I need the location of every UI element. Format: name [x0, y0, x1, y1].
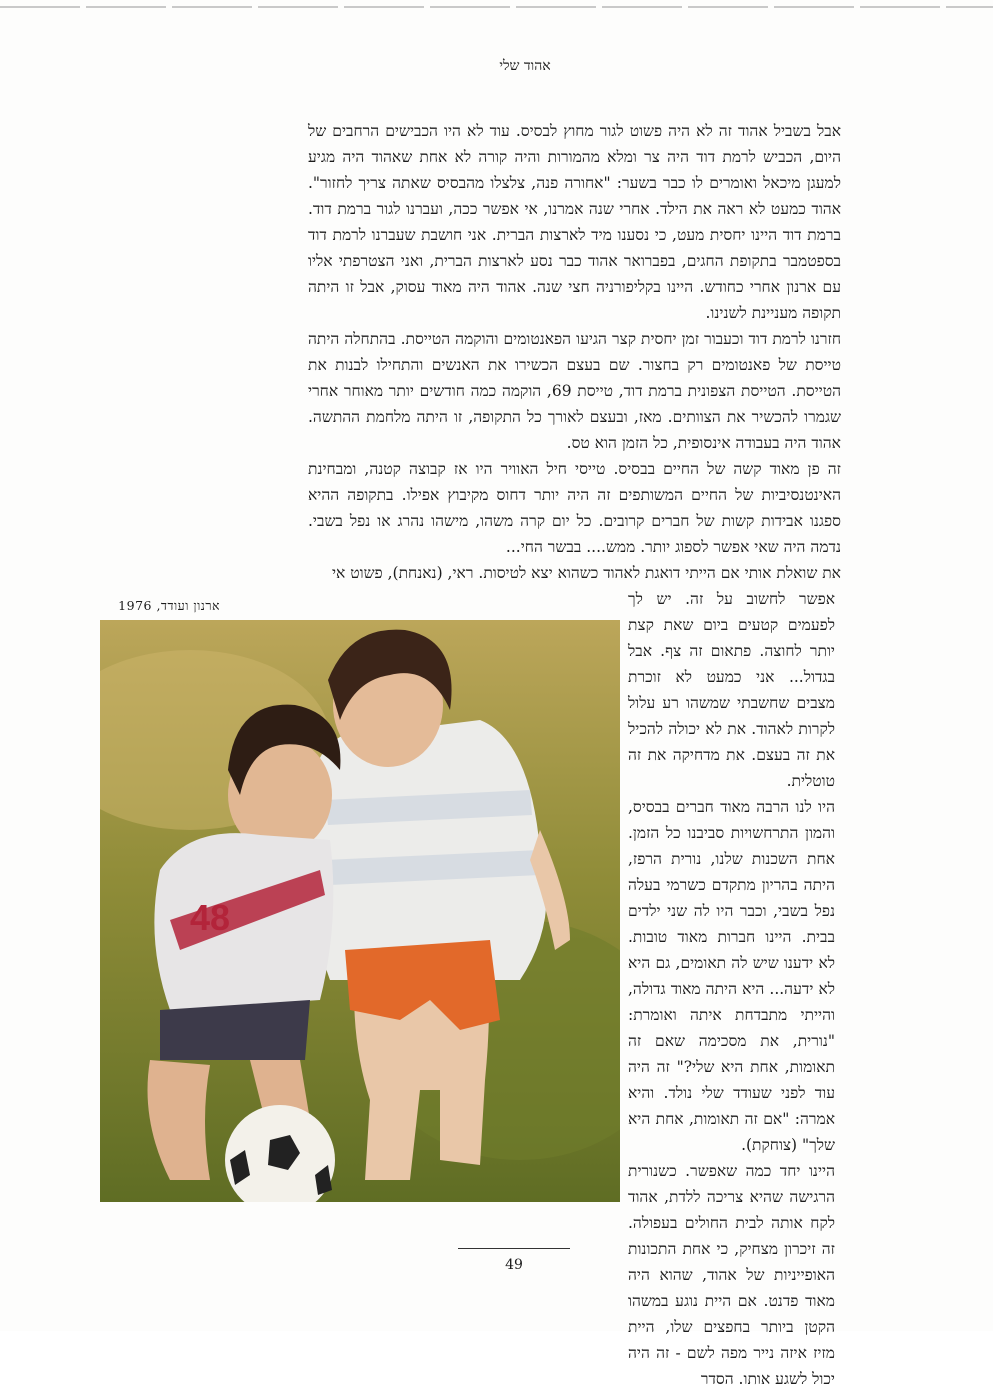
paragraph: היו לנו הרבה מאוד חברים בבסיס, והמון התרחשויות סביבנו כל הזמן. אחת השכנות שלנו, נורית הרפז, היתה בהריון מתקדם כשרמי בעלה נפל בשבי, וכבר היו לה שני ילדים בבית. היינו חברות מאוד טובות. לא ידענו שיש לה תאומים, גם היא לא ידעה... היא היתה מאוד גדולה, והייתי מתבדחת איתה ואומרת: "נורית, את מסכימה שאם זה תאומות, אחת היא שלי?" זה היה עוד לפני שעודד שלי נולד. והיא אמרה: "אם זה תאומות, אחת היא שלך" (צוחקת).: [628, 798, 835, 1154]
page-number: 49: [505, 1257, 523, 1273]
body-text-narrow-column: [628, 586, 835, 1392]
paragraph: את שואלת אותי אם הייתי דואגת לאהוד כשהוא יצא לטיסות. ראי, (נאנחת), פשוט אי: [331, 564, 841, 582]
paragraph: אבל בשביל אהוד זה לא היה פשוט לגור מחוץ לבסיס. עוד לא היו הכבישים הרחבים של היום, הכביש לרמת דוד היה צר ומלא מהמורות והיה קורה לא אחת שאהוד היה מגיע למעגן מיכאל ואומרים לו כבר בשער: "אחורה פנה, צלצלו מהבסיס שאתה צריך לחזור". אהוד כמעט לא ראה את הילד. אחרי שנה אמרנו, אי אפשר ככה, ועברנו לגור ברמת דוד. ברמת דוד היינו יחסית מעט, כי נסענו מיד לארצות הברית. אני חושבת שעברנו לרמת דוד בספטמבר בתקופת החגים, בפברואר אהוד כבר נסע לארצות הברית, ואני הצטרפתי אליו עם ארנון אחרי כחודש. היינו בקליפורניה חצי שנה. אהוד היה מאוד עסוק, אבל זו היתה תקופה מעניינת לשנינו.: [308, 122, 841, 322]
photo-two-boys-with-ball: [100, 620, 620, 1202]
paragraph: זה פן מאוד קשה של החיים בבסיס. טייסי חיל האוויר היו אז קבוצה קטנה, ומבחינת האינטנסיביות של החיים המשותפים זה היה יותר דחוס מקיבוץ אפילו. בתקופה ההיא ספגנו אבידות קשות של חברים קרובים. כל יום קרה משהו, מישהו נהרג או נפל בשבי. נדמה היה שאי אפשר לספוג יותר. ממש.... בבשר החי...: [308, 460, 841, 556]
paragraph: היינו יחד כמה שאפשר. כשנורית הרגישה שהיא צריכה ללדת, אהוד לקח אותה לבית החולים בעפולה. זה זיכרון מצחיק, כי אחת התכונות האופייניות של אהוד, שהוא היה מאוד פדנט. אם היית נוגע במשהו הקטן ביותר בחפצים שלו, היית מזיז איזה נייר מפה לשם - זה היה יכול לשגע אותו. הסדר: [628, 1162, 835, 1388]
body-text-full-width: [308, 118, 841, 586]
jersey-number: 48: [190, 897, 231, 938]
photo-caption: ארנון ועודד, 1976: [118, 598, 220, 613]
running-head: אהוד שלי: [499, 58, 551, 74]
scan-top-edge: [0, 6, 993, 8]
paragraph: חזרנו לרמת דוד וכעבור זמן יחסית קצר הגיעו הפאנטומים והוקמה הטייסת. בהתחלה היתה טייסת של פאנטומים רק בחצור. שם בעצם הכשירו את האנשים והתחילו לבנות את הטייסת. הטייסת הצפונית ברמת דוד, טייסת 69, הוקמה כמה חודשים יותר מאוחר אחרי שגמרו להכשיר את הצוותים. מאז, ובעצם לאורך כל התקופה, זו היתה מלחמת ההתשה. אהוד היה בעבודה אינסופית, כל הזמן הוא טס.: [308, 330, 842, 452]
photo-illustration: [100, 620, 620, 1202]
footer-rule: [458, 1248, 570, 1249]
paragraph: אפשר לחשוב על זה. יש לך לפעמים קטעים ביום שאת קצת יותר לחוצה. פתאום זה צף. אבל בגדול... אני כמעט לא זוכרת מצבים שחשבתי שמשהו רע עלול לקרות לאהוד. את לא יכולה להכיל את זה בעצם. את מדחיקה את זה טוטלית.: [628, 590, 835, 790]
